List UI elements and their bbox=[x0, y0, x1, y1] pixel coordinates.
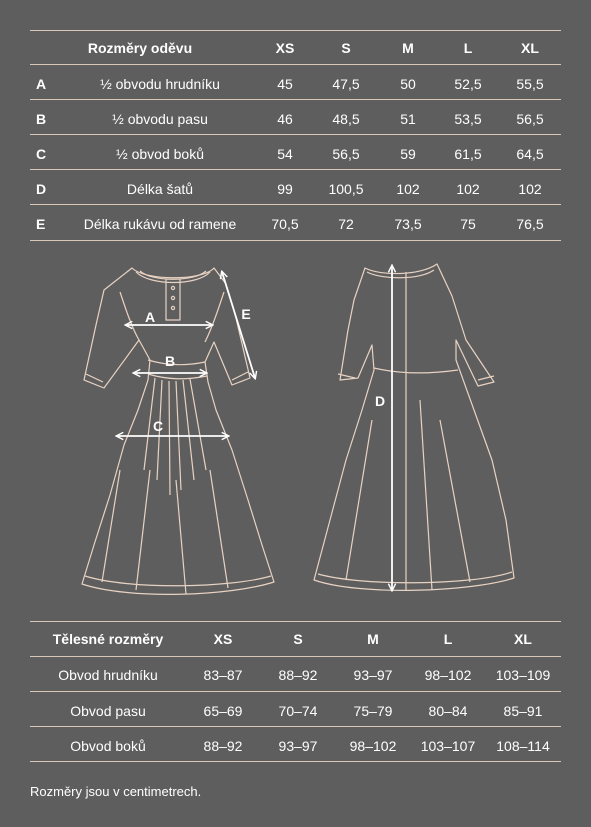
value-cell: 65–69 bbox=[203, 703, 243, 719]
row-label: ½ obvodu pasu bbox=[112, 111, 208, 127]
size-header-s: S bbox=[341, 40, 351, 56]
row-code: D bbox=[36, 181, 47, 197]
row-label: ½ obvodu hrudníku bbox=[100, 76, 220, 92]
value-cell: 102 bbox=[396, 181, 420, 197]
row-label: Obvod pasu bbox=[70, 703, 146, 719]
value-cell: 76,5 bbox=[516, 216, 544, 232]
value-cell: 85–91 bbox=[503, 703, 543, 719]
value-cell: 46 bbox=[277, 111, 293, 127]
size-header-xs: XS bbox=[275, 40, 295, 56]
row-label: Délka šatů bbox=[126, 181, 194, 197]
row-label: Obvod boků bbox=[70, 738, 146, 754]
value-cell: 88–92 bbox=[203, 738, 243, 754]
label-a: A bbox=[144, 309, 156, 325]
value-cell: 75–79 bbox=[353, 703, 393, 719]
value-cell: 47,5 bbox=[332, 76, 360, 92]
size-header-l: L bbox=[463, 40, 473, 56]
value-cell: 103–109 bbox=[495, 667, 551, 683]
size-header-m: M bbox=[367, 631, 379, 647]
value-cell: 50 bbox=[400, 76, 416, 92]
garment-table-title: Rozměry oděvu bbox=[87, 40, 193, 56]
table-rule bbox=[30, 621, 561, 622]
row-label: Délka rukávu od ramene bbox=[83, 216, 237, 232]
value-cell: 64,5 bbox=[516, 146, 544, 162]
value-cell: 72 bbox=[338, 216, 354, 232]
value-cell: 56,5 bbox=[332, 146, 360, 162]
value-cell: 45 bbox=[277, 76, 293, 92]
value-cell: 103–107 bbox=[420, 738, 476, 754]
value-cell: 83–87 bbox=[203, 667, 243, 683]
label-c: C bbox=[152, 418, 164, 434]
value-cell: 102 bbox=[518, 181, 542, 197]
value-cell: 70,5 bbox=[271, 216, 299, 232]
table-rule bbox=[30, 726, 561, 727]
value-cell: 48,5 bbox=[332, 111, 360, 127]
value-cell: 53,5 bbox=[454, 111, 482, 127]
value-cell: 59 bbox=[400, 146, 416, 162]
value-cell: 54 bbox=[277, 146, 293, 162]
size-header-s: S bbox=[293, 631, 303, 647]
row-code: C bbox=[36, 146, 47, 162]
value-cell: 93–97 bbox=[353, 667, 393, 683]
dress-back-view bbox=[314, 264, 514, 590]
value-cell: 93–97 bbox=[278, 738, 318, 754]
label-b: B bbox=[164, 353, 176, 369]
value-cell: 98–102 bbox=[349, 738, 397, 754]
value-cell: 52,5 bbox=[454, 76, 482, 92]
value-cell: 88–92 bbox=[278, 667, 318, 683]
row-code: A bbox=[36, 76, 47, 92]
value-cell: 108–114 bbox=[496, 738, 550, 754]
row-code: B bbox=[36, 111, 47, 127]
value-cell: 51 bbox=[400, 111, 416, 127]
value-cell: 70–74 bbox=[278, 703, 318, 719]
table-rule bbox=[30, 691, 561, 692]
size-header-xl: XL bbox=[521, 40, 539, 56]
row-label: ½ obvod boků bbox=[116, 146, 204, 162]
label-e: E bbox=[241, 306, 251, 322]
table-rule bbox=[30, 656, 561, 657]
size-header-m: M bbox=[402, 40, 414, 56]
value-cell: 99 bbox=[277, 181, 293, 197]
value-cell: 55,5 bbox=[516, 76, 544, 92]
size-header-l: L bbox=[443, 631, 453, 647]
value-cell: 80–84 bbox=[428, 703, 468, 719]
value-cell: 98–102 bbox=[424, 667, 472, 683]
label-d: D bbox=[374, 393, 386, 409]
size-header-xl: XL bbox=[514, 631, 532, 647]
body-table-title: Tělesné rozměry bbox=[52, 631, 164, 647]
value-cell: 100,5 bbox=[328, 181, 364, 197]
footnote: Rozměry jsou v centimetrech. bbox=[30, 784, 202, 799]
value-cell: 73,5 bbox=[394, 216, 422, 232]
value-cell: 102 bbox=[456, 181, 480, 197]
size-header-xs: XS bbox=[213, 631, 233, 647]
arrow-e bbox=[222, 272, 255, 378]
value-cell: 56,5 bbox=[516, 111, 544, 127]
table-rule bbox=[30, 761, 561, 762]
row-code: E bbox=[36, 216, 46, 232]
value-cell: 61,5 bbox=[454, 146, 482, 162]
row-label: Obvod hrudníku bbox=[58, 667, 158, 683]
value-cell: 75 bbox=[460, 216, 476, 232]
